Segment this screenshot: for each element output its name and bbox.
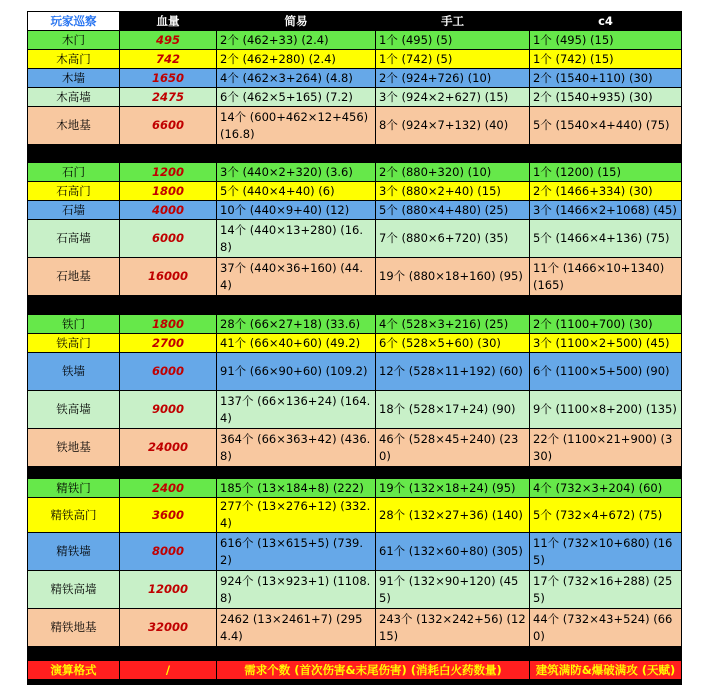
hp-cell: 2700: [120, 334, 217, 353]
hp-cell: 32000: [120, 609, 217, 647]
c4-cell: 17个 (732×16+288) (255): [530, 571, 682, 609]
c4-cell: 1个 (1200) (15): [530, 163, 682, 182]
material-section-table: [27, 478, 682, 647]
c4-cell: 2个 (1466+334) (30): [530, 182, 682, 201]
structure-name-cell: 木墙: [28, 69, 120, 88]
table-row: [28, 31, 682, 50]
footer-table: [27, 660, 682, 680]
structure-name-cell: 精铁门: [28, 479, 120, 498]
manual-cell: 5个 (880×4+480) (25): [376, 201, 530, 220]
structure-name-cell: 木门: [28, 31, 120, 50]
hp-cell: 1200: [120, 163, 217, 182]
simple-cell: 2个 (462+33) (2.4): [217, 31, 376, 50]
table-row: [28, 479, 682, 498]
simple-cell: 6个 (462×5+165) (7.2): [217, 88, 376, 107]
hp-cell: 3600: [120, 498, 217, 533]
c4-cell: 4个 (732×3+204) (60): [530, 479, 682, 498]
manual-cell: 18个 (528×17+24) (90): [376, 391, 530, 429]
hp-cell: 8000: [120, 533, 217, 571]
manual-cell: 2个 (924+726) (10): [376, 69, 530, 88]
table-row: [28, 88, 682, 107]
table-row: [28, 220, 682, 258]
manual-cell: 1个 (495) (5): [376, 31, 530, 50]
manual-cell: 12个 (528×11+192) (60): [376, 353, 530, 391]
footer-cell: 演算格式: [28, 661, 120, 680]
footer-cell: 需求个数 (首次伤害&末尾伤害) (消耗白火药数量): [217, 661, 530, 680]
structure-name-cell: 木高门: [28, 50, 120, 69]
manual-cell: 6个 (528×5+60) (30): [376, 334, 530, 353]
table-row: [28, 334, 682, 353]
table-row: [28, 182, 682, 201]
manual-cell: 46个 (528×45+240) (230): [376, 429, 530, 467]
simple-cell: 3个 (440×2+320) (3.6): [217, 163, 376, 182]
manual-cell: 4个 (528×3+216) (25): [376, 315, 530, 334]
simple-cell: 10个 (440×9+40) (12): [217, 201, 376, 220]
header-cell: 简易: [217, 12, 376, 31]
footer-cell: 建筑满防&爆破满攻 (天赋): [530, 661, 682, 680]
manual-cell: 8个 (924×7+132) (40): [376, 107, 530, 145]
header-cell: 血量: [120, 12, 217, 31]
structure-name-cell: 铁墙: [28, 353, 120, 391]
hp-cell: 495: [120, 31, 217, 50]
table-row: [28, 163, 682, 182]
manual-cell: 19个 (132×18+24) (95): [376, 479, 530, 498]
simple-cell: 28个 (66×27+18) (33.6): [217, 315, 376, 334]
c4-cell: 1个 (742) (15): [530, 50, 682, 69]
simple-cell: 277个 (13×276+12) (332.4): [217, 498, 376, 533]
simple-cell: 37个 (440×36+160) (44.4): [217, 258, 376, 296]
hp-cell: 2400: [120, 479, 217, 498]
material-section-table: [27, 162, 682, 296]
c4-cell: 5个 (732×4+672) (75): [530, 498, 682, 533]
c4-cell: 11个 (1466×10+1340) (165): [530, 258, 682, 296]
structure-name-cell: 精铁高墙: [28, 571, 120, 609]
c4-cell: 1个 (495) (15): [530, 31, 682, 50]
simple-cell: 364个 (66×363+42) (436.8): [217, 429, 376, 467]
table-row: [28, 498, 682, 533]
table-row: [28, 353, 682, 391]
simple-cell: 137个 (66×136+24) (164.4): [217, 391, 376, 429]
hp-cell: 742: [120, 50, 217, 69]
header-table: [27, 11, 682, 31]
manual-cell: 7个 (880×6+720) (35): [376, 220, 530, 258]
c4-cell: 5个 (1466×4+136) (75): [530, 220, 682, 258]
table-row: [28, 258, 682, 296]
structure-name-cell: 石高墙: [28, 220, 120, 258]
manual-cell: 243个 (132×242+56) (1215): [376, 609, 530, 647]
footer-row: [28, 661, 682, 680]
c4-cell: 44个 (732×43+524) (660): [530, 609, 682, 647]
header-cell: c4: [530, 12, 682, 31]
manual-cell: 61个 (132×60+80) (305): [376, 533, 530, 571]
c4-cell: 6个 (1100×5+500) (90): [530, 353, 682, 391]
structure-name-cell: 铁门: [28, 315, 120, 334]
hp-cell: 1650: [120, 69, 217, 88]
hp-cell: 6000: [120, 353, 217, 391]
hp-cell: 6600: [120, 107, 217, 145]
hp-cell: 2475: [120, 88, 217, 107]
simple-cell: 2个 (462+280) (2.4): [217, 50, 376, 69]
simple-cell: 924个 (13×923+1) (1108.8): [217, 571, 376, 609]
hp-cell: 12000: [120, 571, 217, 609]
hp-cell: 6000: [120, 220, 217, 258]
simple-cell: 5个 (440×4+40) (6): [217, 182, 376, 201]
footer-cell: /: [120, 661, 217, 680]
manual-cell: 19个 (880×18+160) (95): [376, 258, 530, 296]
structure-name-cell: 木高墙: [28, 88, 120, 107]
table-row: [28, 391, 682, 429]
structure-name-cell: 铁高门: [28, 334, 120, 353]
simple-cell: 41个 (66×40+60) (49.2): [217, 334, 376, 353]
simple-cell: 616个 (13×615+5) (739.2): [217, 533, 376, 571]
table-row: [28, 69, 682, 88]
simple-cell: 14个 (440×13+280) (16.8): [217, 220, 376, 258]
manual-cell: 28个 (132×27+36) (140): [376, 498, 530, 533]
c4-cell: 2个 (1540+110) (30): [530, 69, 682, 88]
hp-cell: 1800: [120, 182, 217, 201]
simple-cell: 91个 (66×90+60) (109.2): [217, 353, 376, 391]
manual-cell: 3个 (880×2+40) (15): [376, 182, 530, 201]
structure-name-cell: 铁地基: [28, 429, 120, 467]
structure-name-cell: 精铁地基: [28, 609, 120, 647]
manual-cell: 91个 (132×90+120) (455): [376, 571, 530, 609]
c4-cell: 5个 (1540×4+440) (75): [530, 107, 682, 145]
manual-cell: 3个 (924×2+627) (15): [376, 88, 530, 107]
structure-name-cell: 铁高墙: [28, 391, 120, 429]
table-row: [28, 107, 682, 145]
header-cell: 手工: [376, 12, 530, 31]
c4-cell: 11个 (732×10+680) (165): [530, 533, 682, 571]
hp-cell: 24000: [120, 429, 217, 467]
manual-cell: 1个 (742) (5): [376, 50, 530, 69]
structure-name-cell: 精铁墙: [28, 533, 120, 571]
structure-name-cell: 石墙: [28, 201, 120, 220]
c4-cell: 2个 (1100+700) (30): [530, 315, 682, 334]
structure-name-cell: 石门: [28, 163, 120, 182]
table-row: [28, 533, 682, 571]
table-row: [28, 50, 682, 69]
structure-name-cell: 石地基: [28, 258, 120, 296]
header-cell: 玩家巡察: [28, 12, 120, 31]
c4-cell: 3个 (1466×2+1068) (45): [530, 201, 682, 220]
c4-cell: 2个 (1540+935) (30): [530, 88, 682, 107]
header-row: [28, 12, 682, 31]
hp-cell: 1800: [120, 315, 217, 334]
table-row: [28, 571, 682, 609]
simple-cell: 185个 (13×184+8) (222): [217, 479, 376, 498]
hp-cell: 4000: [120, 201, 217, 220]
c4-cell: 22个 (1100×21+900) (330): [530, 429, 682, 467]
table-row: [28, 315, 682, 334]
simple-cell: 4个 (462×3+264) (4.8): [217, 69, 376, 88]
hp-cell: 9000: [120, 391, 217, 429]
table-row: [28, 429, 682, 467]
table-row: [28, 609, 682, 647]
table-row: [28, 201, 682, 220]
simple-cell: 2462 (13×2461+7) (2954.4): [217, 609, 376, 647]
c4-cell: 3个 (1100×2+500) (45): [530, 334, 682, 353]
simple-cell: 14个 (600+462×12+456) (16.8): [217, 107, 376, 145]
hp-cell: 16000: [120, 258, 217, 296]
structure-name-cell: 石高门: [28, 182, 120, 201]
structure-name-cell: 木地基: [28, 107, 120, 145]
manual-cell: 2个 (880+320) (10): [376, 163, 530, 182]
material-section-table: [27, 314, 682, 467]
structure-name-cell: 精铁高门: [28, 498, 120, 533]
c4-cell: 9个 (1100×8+200) (135): [530, 391, 682, 429]
material-section-table: [27, 30, 682, 145]
